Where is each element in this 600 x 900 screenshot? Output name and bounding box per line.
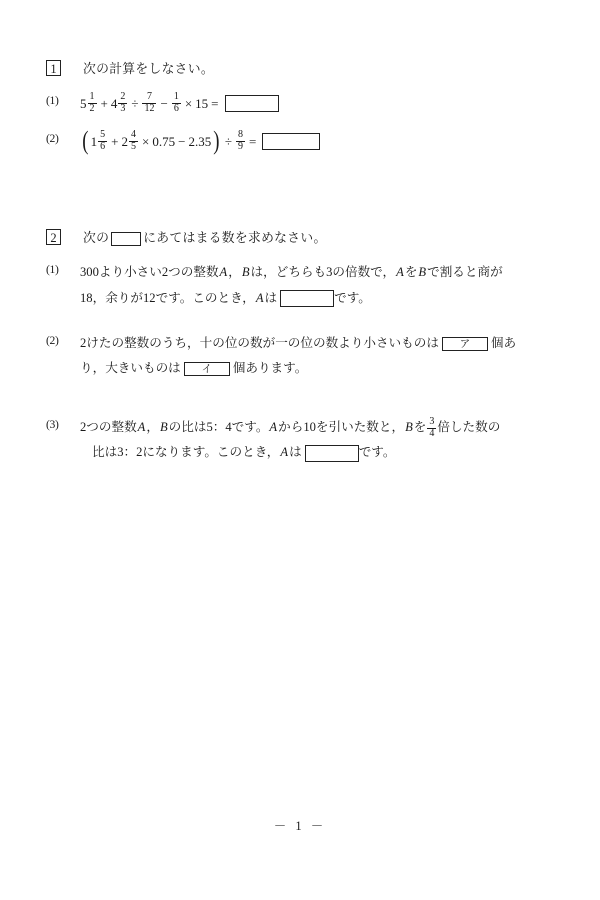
- denominator: 9: [238, 140, 244, 152]
- numerator: 3: [429, 415, 435, 427]
- integer-part: 4: [110, 96, 118, 111]
- answer-box-a[interactable]: ア: [442, 337, 488, 351]
- question-body: [80, 260, 558, 310]
- question-label: (1): [46, 94, 59, 107]
- equals-sign: =: [249, 133, 257, 149]
- answer-box[interactable]: [225, 95, 279, 112]
- numerator: 7: [146, 91, 152, 103]
- denominator: 4: [429, 427, 435, 439]
- variable-B: B: [418, 265, 427, 280]
- comma: ，: [228, 265, 241, 280]
- question-line-1: [80, 331, 558, 356]
- variable-A: A: [396, 265, 404, 280]
- question-label: (1): [46, 263, 59, 277]
- variable-A: A: [255, 290, 264, 305]
- text-part: で割ると商が: [427, 265, 503, 280]
- right-paren: ): [213, 125, 220, 155]
- text-part: は: [264, 290, 278, 305]
- fraction: [88, 92, 97, 115]
- question-2-1: [46, 260, 558, 310]
- section-title-after: にあてはまる数を求めなさい。: [143, 231, 327, 246]
- variable-B: B: [405, 420, 413, 435]
- integer-part: 1: [90, 133, 98, 149]
- answer-box-i[interactable]: イ: [184, 362, 230, 376]
- equals-sign: =: [211, 96, 219, 111]
- operator-minus: −: [178, 133, 186, 149]
- number-15: 15: [195, 96, 209, 111]
- fraction: [129, 130, 138, 153]
- question-2-3: [46, 415, 558, 465]
- section-title: [83, 227, 327, 246]
- text-part: から10を引いた数と，: [278, 420, 405, 435]
- denominator: 5: [131, 140, 137, 152]
- variable-B: B: [159, 420, 168, 435]
- denominator: 6: [173, 103, 179, 115]
- variable-A: A: [219, 265, 228, 280]
- variable-A: A: [269, 420, 278, 435]
- text-part: 倍した数の: [437, 420, 501, 435]
- numerator: 2: [120, 91, 126, 103]
- section-number: 1: [46, 60, 61, 76]
- mixed-number: [122, 129, 140, 154]
- numerator: 1: [173, 91, 179, 103]
- numerator: 8: [238, 128, 244, 140]
- numerator: 5: [100, 128, 106, 140]
- denominator: 2: [89, 103, 95, 115]
- numerator: 4: [131, 128, 137, 140]
- text-part: の比は5：4です。: [168, 420, 269, 435]
- math-expression: [80, 91, 279, 116]
- question-label: (2): [46, 333, 59, 347]
- mixed-number: [91, 129, 109, 154]
- question-line-2: [80, 286, 558, 311]
- denominator: 3: [120, 103, 126, 115]
- blank-box-icon: [111, 232, 141, 246]
- mixed-number: [111, 91, 129, 116]
- variable-A: A: [280, 445, 289, 460]
- math-expression: [80, 125, 320, 155]
- section-2-heading: [46, 227, 558, 246]
- text-part: です。: [334, 290, 371, 305]
- question-body: [80, 125, 558, 158]
- question-body: [80, 415, 558, 465]
- numerator: 1: [89, 91, 95, 103]
- integer-part: 5: [80, 96, 87, 111]
- item-spacer: [46, 323, 558, 331]
- question-1-2: [46, 125, 558, 158]
- answer-box[interactable]: [262, 133, 320, 150]
- operator-divide: ÷: [224, 133, 233, 149]
- fraction: [427, 417, 436, 440]
- text-part: は: [289, 445, 302, 460]
- text-part: を: [413, 420, 427, 435]
- page-number: － 1 －: [273, 819, 327, 833]
- fraction: [172, 92, 181, 115]
- operator-divide: ÷: [131, 96, 139, 111]
- section-spacer: [46, 169, 558, 227]
- denominator: 12: [144, 103, 155, 115]
- text-part: 個あ: [490, 335, 517, 350]
- question-body: [80, 331, 558, 381]
- item-spacer: [46, 393, 558, 415]
- decimal-075: 0.75: [152, 133, 176, 149]
- question-2-2: [46, 331, 558, 381]
- operator-multiply: ×: [184, 96, 193, 111]
- question-line-2: [80, 356, 558, 381]
- section-title-before: 次の: [83, 231, 110, 246]
- fraction: [98, 130, 107, 153]
- text-part: 個あります。: [232, 360, 308, 375]
- section-1: [46, 58, 558, 157]
- decimal-235: 2.35: [188, 133, 212, 149]
- operator-multiply: ×: [142, 133, 150, 149]
- integer-part: 2: [121, 133, 129, 149]
- comma: ，: [146, 420, 159, 435]
- section-title: 次の計算をしなさい。: [83, 62, 214, 76]
- text-part: 18，余りが12です。このとき，: [80, 290, 255, 305]
- text-part: を: [404, 265, 418, 280]
- text-part: です。: [358, 445, 396, 460]
- variable-A: A: [137, 420, 146, 435]
- question-label: (2): [46, 131, 59, 145]
- section-1-heading: [46, 58, 558, 77]
- fraction: [118, 92, 127, 115]
- mixed-number: [80, 91, 98, 116]
- fraction: [236, 130, 245, 153]
- fraction: [142, 92, 156, 115]
- section-number: 2: [46, 229, 61, 245]
- text-part: は，どちらも3の倍数で，: [250, 265, 396, 280]
- variable-B: B: [241, 265, 250, 280]
- text-part: り，大きいものは: [80, 360, 181, 375]
- question-1-1: [46, 91, 558, 117]
- text-part: 2けたの整数のうち，十の位の数が一の位の数より小さいものは: [80, 335, 439, 350]
- left-paren: (: [82, 125, 89, 155]
- text-part: 300より小さい2つの整数: [80, 265, 219, 280]
- exam-sheet: [46, 58, 558, 478]
- question-line-1: [80, 260, 558, 285]
- section-2: [46, 227, 558, 465]
- text-part: 比は3：2になります。このとき，: [92, 445, 280, 460]
- operator-plus: +: [100, 96, 108, 111]
- operator-plus: +: [111, 133, 119, 149]
- answer-box[interactable]: [305, 445, 359, 462]
- denominator: 6: [100, 140, 106, 152]
- question-body: [80, 91, 558, 117]
- operator-minus: −: [160, 96, 168, 111]
- question-line-2: [80, 440, 558, 465]
- question-line-1: [80, 415, 558, 440]
- answer-box[interactable]: [280, 290, 334, 307]
- text-part: 2つの整数: [80, 420, 137, 435]
- question-label: (3): [46, 418, 59, 432]
